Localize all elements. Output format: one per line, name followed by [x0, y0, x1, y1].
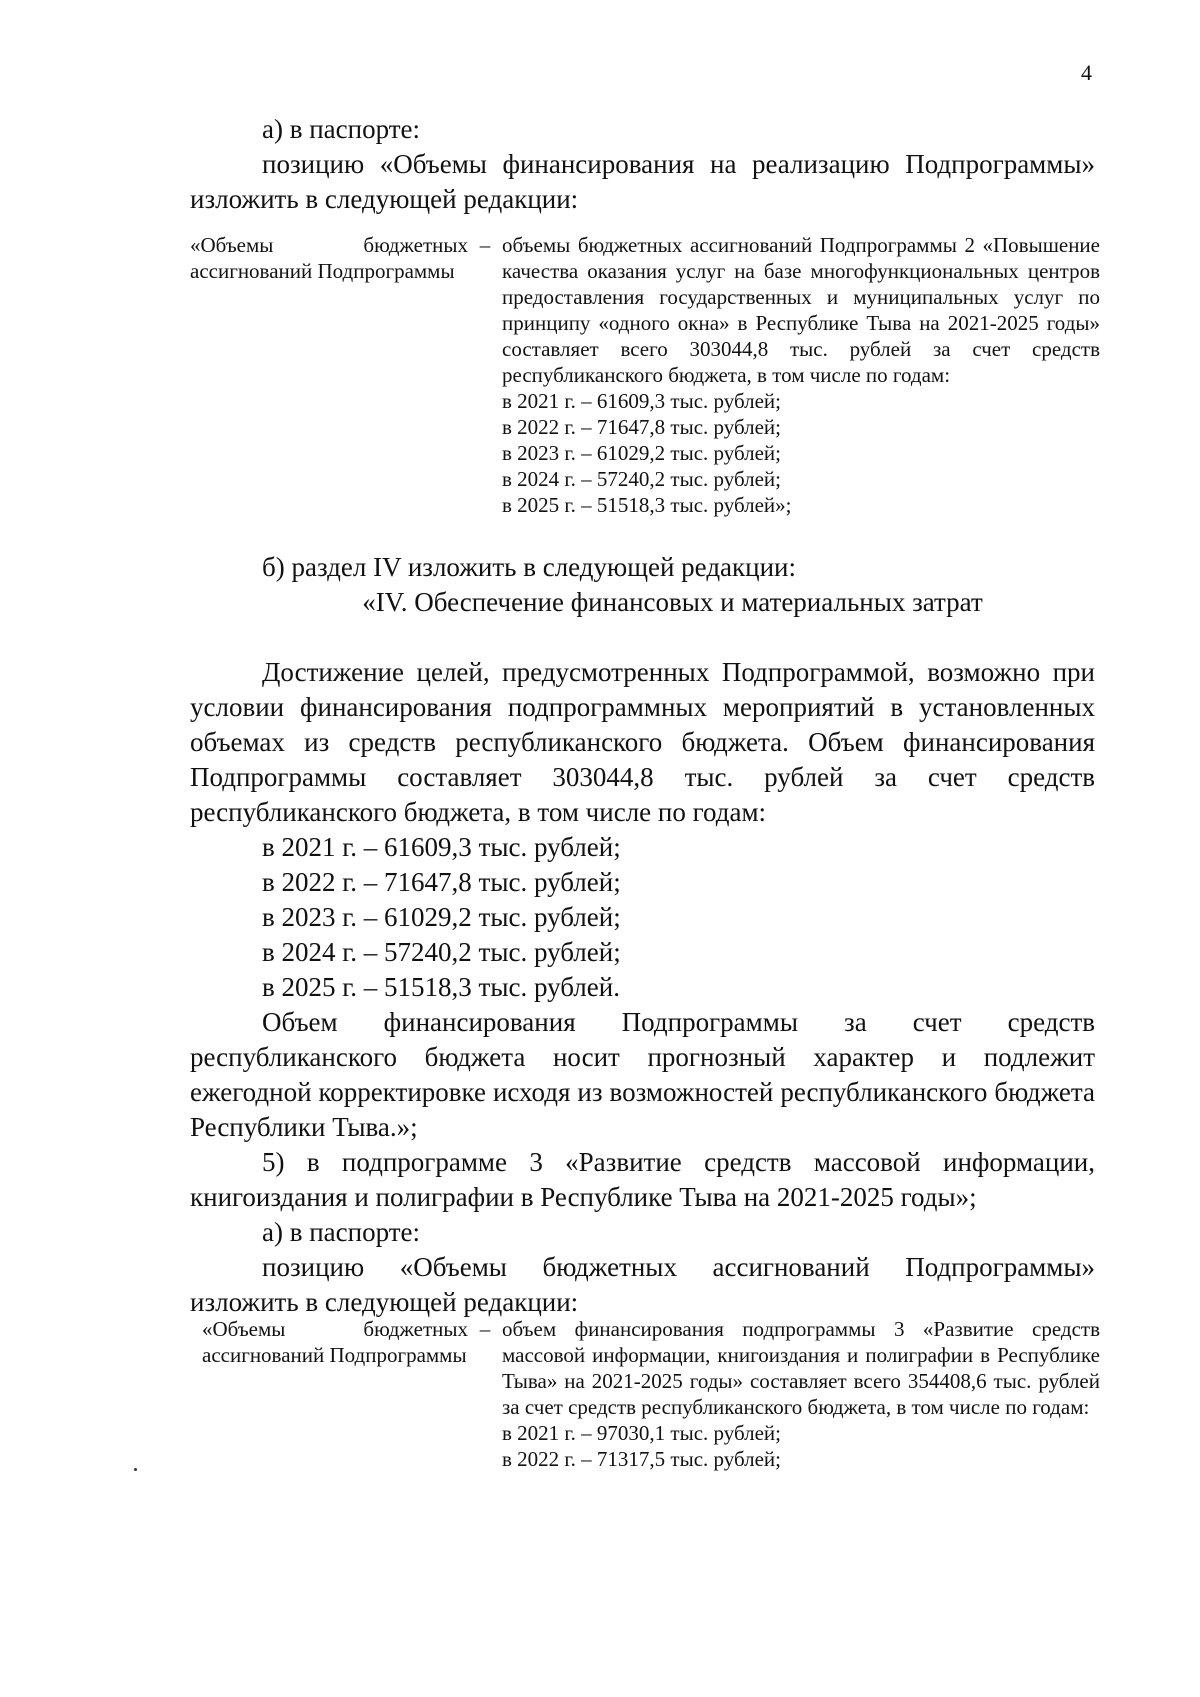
year-line: в 2025 г. – 51518,3 тыс. рублей»;: [502, 493, 792, 517]
year-line: в 2025 г. – 51518,3 тыс. рублей.: [262, 972, 620, 1002]
scan-dot: [134, 1468, 137, 1471]
position-value: [502, 232, 1100, 518]
year-line: в 2021 г. – 61609,3 тыс. рублей;: [262, 832, 621, 862]
year-line: в 2023 г. – 61029,2 тыс. рублей;: [502, 441, 781, 465]
page-number: 4: [1081, 60, 1092, 85]
year-line: в 2023 г. – 61029,2 тыс. рублей;: [262, 902, 621, 932]
item-a-passport-2: а) в паспорте:: [262, 1217, 421, 1247]
position-intro: позицию «Объемы финансирования на реализацию Подпрограммы» изложить в следующей редакции:: [190, 149, 1095, 214]
section-2: [190, 550, 1095, 1320]
year-line: в 2021 г. – 61609,3 тыс. рублей;: [502, 389, 781, 413]
position-dash: –: [479, 233, 491, 257]
year-line: в 2024 г. – 57240,2 тыс. рублей;: [502, 467, 781, 491]
item-b-section: б) раздел IV изложить в следующей редакции:: [262, 552, 797, 582]
position-label: «Объемы бюджетных ассигнований Подпрограммы: [190, 233, 468, 283]
position-table-1: [190, 232, 1100, 518]
year-line: в 2022 г. – 71647,8 тыс. рублей;: [262, 867, 621, 897]
closing-paragraph: Объем финансирования Подпрограммы за счет средств республиканского бюджета носит прогнозный характер и подлежит ежегодной корректировке исходя из возможностей республиканского бюджета Республики Тыва.»;: [190, 1007, 1095, 1142]
position-value: [502, 1316, 1100, 1472]
year-line: в 2022 г. – 71647,8 тыс. рублей;: [502, 415, 781, 439]
position-value-text: объемы бюджетных ассигнований Подпрограммы 2 «Повышение качества оказания услуг на базе многофункциональных центров предоставления государственных и муниципальных услуг по принципу «одного окна» в Республике Тыва на 2021-2025 годы» составляет всего 303044,8 тыс. рублей за счет средств республиканского бюджета, в том числе по годам:: [502, 233, 1100, 387]
year-line: в 2021 г. – 97030,1 тыс. рублей;: [502, 1421, 781, 1445]
position-value-text: объем финансирования подпрограммы 3 «Развитие средств массовой информации, книгоиздания и полиграфии в Республике Тыва» на 2021-2025 годы» составляет всего 354408,6 тыс. рублей за счет средств республиканского бюджета, в том числе по годам:: [502, 1317, 1100, 1419]
item-5-subprogram: 5) в подпрограмме 3 «Развитие средств массовой информации, книгоиздания и полиграфии в Республике Тыва на 2021-2025 годы»;: [190, 1147, 1095, 1212]
year-line: в 2024 г. – 57240,2 тыс. рублей;: [262, 937, 621, 967]
position-dash: –: [479, 1317, 491, 1341]
financing-paragraph: Достижение целей, предусмотренных Подпрограммой, возможно при условии финансирования подпрограммных мероприятий в установленных объемах из средств республиканского бюджета. Объем финансирования Подпрограммы составляет 303044,8 тыс. рублей за счет средств республиканского бюджета, в том числе по годам:: [190, 657, 1095, 827]
section-heading: «IV. Обеспечение финансовых и материальных затрат: [362, 587, 983, 617]
section-1: [190, 112, 1095, 217]
year-line: в 2022 г. – 71317,5 тыс. рублей;: [502, 1447, 781, 1471]
spacer: [190, 620, 1095, 655]
position-label: «Объемы бюджетных ассигнований Подпрограммы: [202, 1317, 468, 1367]
item-a-passport: а) в паспорте:: [262, 114, 421, 144]
position-intro-2: позицию «Объемы бюджетных ассигнований Подпрограммы» изложить в следующей редакции:: [190, 1252, 1095, 1317]
position-table-2: [202, 1316, 1100, 1472]
